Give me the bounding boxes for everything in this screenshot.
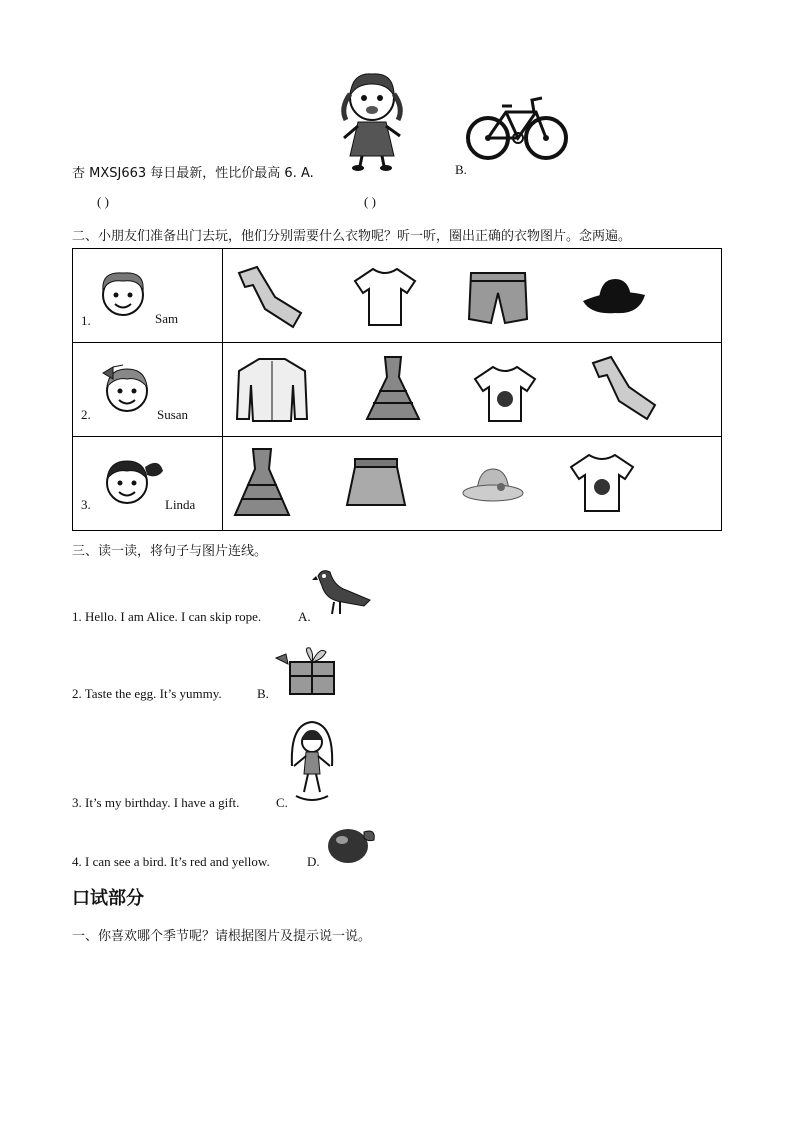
cowboy-hat-option[interactable] [581, 275, 647, 319]
kid-cell-linda [73, 437, 223, 531]
match-sentence-4: 4. I can see a bird. It’s red and yellow. [72, 854, 270, 869]
parrot-picture [312, 566, 372, 618]
dress-option[interactable] [363, 353, 423, 425]
skirt-option[interactable] [345, 455, 407, 513]
girl-face-picture [99, 361, 153, 415]
kid-name: Linda [165, 497, 196, 512]
match-letter-d: D. [307, 854, 320, 869]
girl-face-picture [101, 453, 165, 507]
answer-blank-a[interactable]: ( ) [97, 194, 109, 209]
kid-cell-susan [73, 343, 223, 437]
dress-option[interactable] [231, 445, 293, 521]
row-number: 2. [81, 407, 91, 422]
row-number: 3. [81, 497, 91, 512]
option-b-label: B. [455, 162, 467, 177]
clothes-table [72, 248, 722, 531]
t-shirt-option[interactable] [353, 265, 417, 327]
match-sentence-3: 3. It’s my birthday. I have a gift. [72, 795, 240, 810]
kid-name: Sam [155, 311, 179, 326]
answer-blank-b[interactable]: ( ) [364, 194, 376, 209]
gift-box-picture [272, 644, 336, 696]
kid-cell-sam [73, 249, 223, 343]
table-row [73, 343, 722, 437]
question-6-prompt: 杏 MXSJ663 每日最新，性比价最高 6. A. [72, 166, 314, 181]
match-letter-b: B. [257, 686, 269, 701]
decorated-t-shirt-option[interactable] [473, 363, 537, 423]
section-2-heading: 二、小朋友们准备出门去玩，他们分别需要什么衣物呢？听一听，圈出正确的衣物图片。念两遍。 [72, 229, 632, 244]
section-3-heading: 三、读一读，将句子与图片连线。 [72, 544, 268, 559]
oral-question-1: 一、你喜欢哪个季节呢？请根据图片及提示说一说。 [72, 929, 372, 944]
match-letter-a: A. [298, 609, 311, 624]
match-sentence-1: 1. Hello. I am Alice. I can skip rope. [72, 609, 262, 624]
oral-section-title: 口试部分 [72, 888, 144, 909]
doll-girl-picture [332, 68, 412, 172]
clothes-options-row-1 [223, 249, 722, 343]
bicycle-picture [466, 92, 568, 162]
table-row [73, 437, 722, 531]
clothes-options-row-2 [223, 343, 722, 437]
boy-face-picture [97, 267, 149, 319]
table-row [73, 249, 722, 343]
kid-name: Susan [157, 407, 189, 422]
trousers-option[interactable] [235, 263, 303, 331]
shirt-option[interactable] [233, 355, 311, 425]
sun-hat-option[interactable] [461, 465, 525, 505]
decorated-t-shirt-option[interactable] [569, 451, 635, 513]
shorts-option[interactable] [467, 269, 529, 327]
girl-skipping-rope-picture [286, 720, 338, 802]
match-sentence-2: 2. Taste the egg. It’s yummy. [72, 686, 222, 701]
clothes-options-row-3 [223, 437, 722, 531]
egg-picture [324, 822, 378, 866]
trousers-option[interactable] [589, 353, 661, 425]
row-number: 1. [81, 313, 91, 328]
match-letter-c: C. [276, 795, 288, 810]
